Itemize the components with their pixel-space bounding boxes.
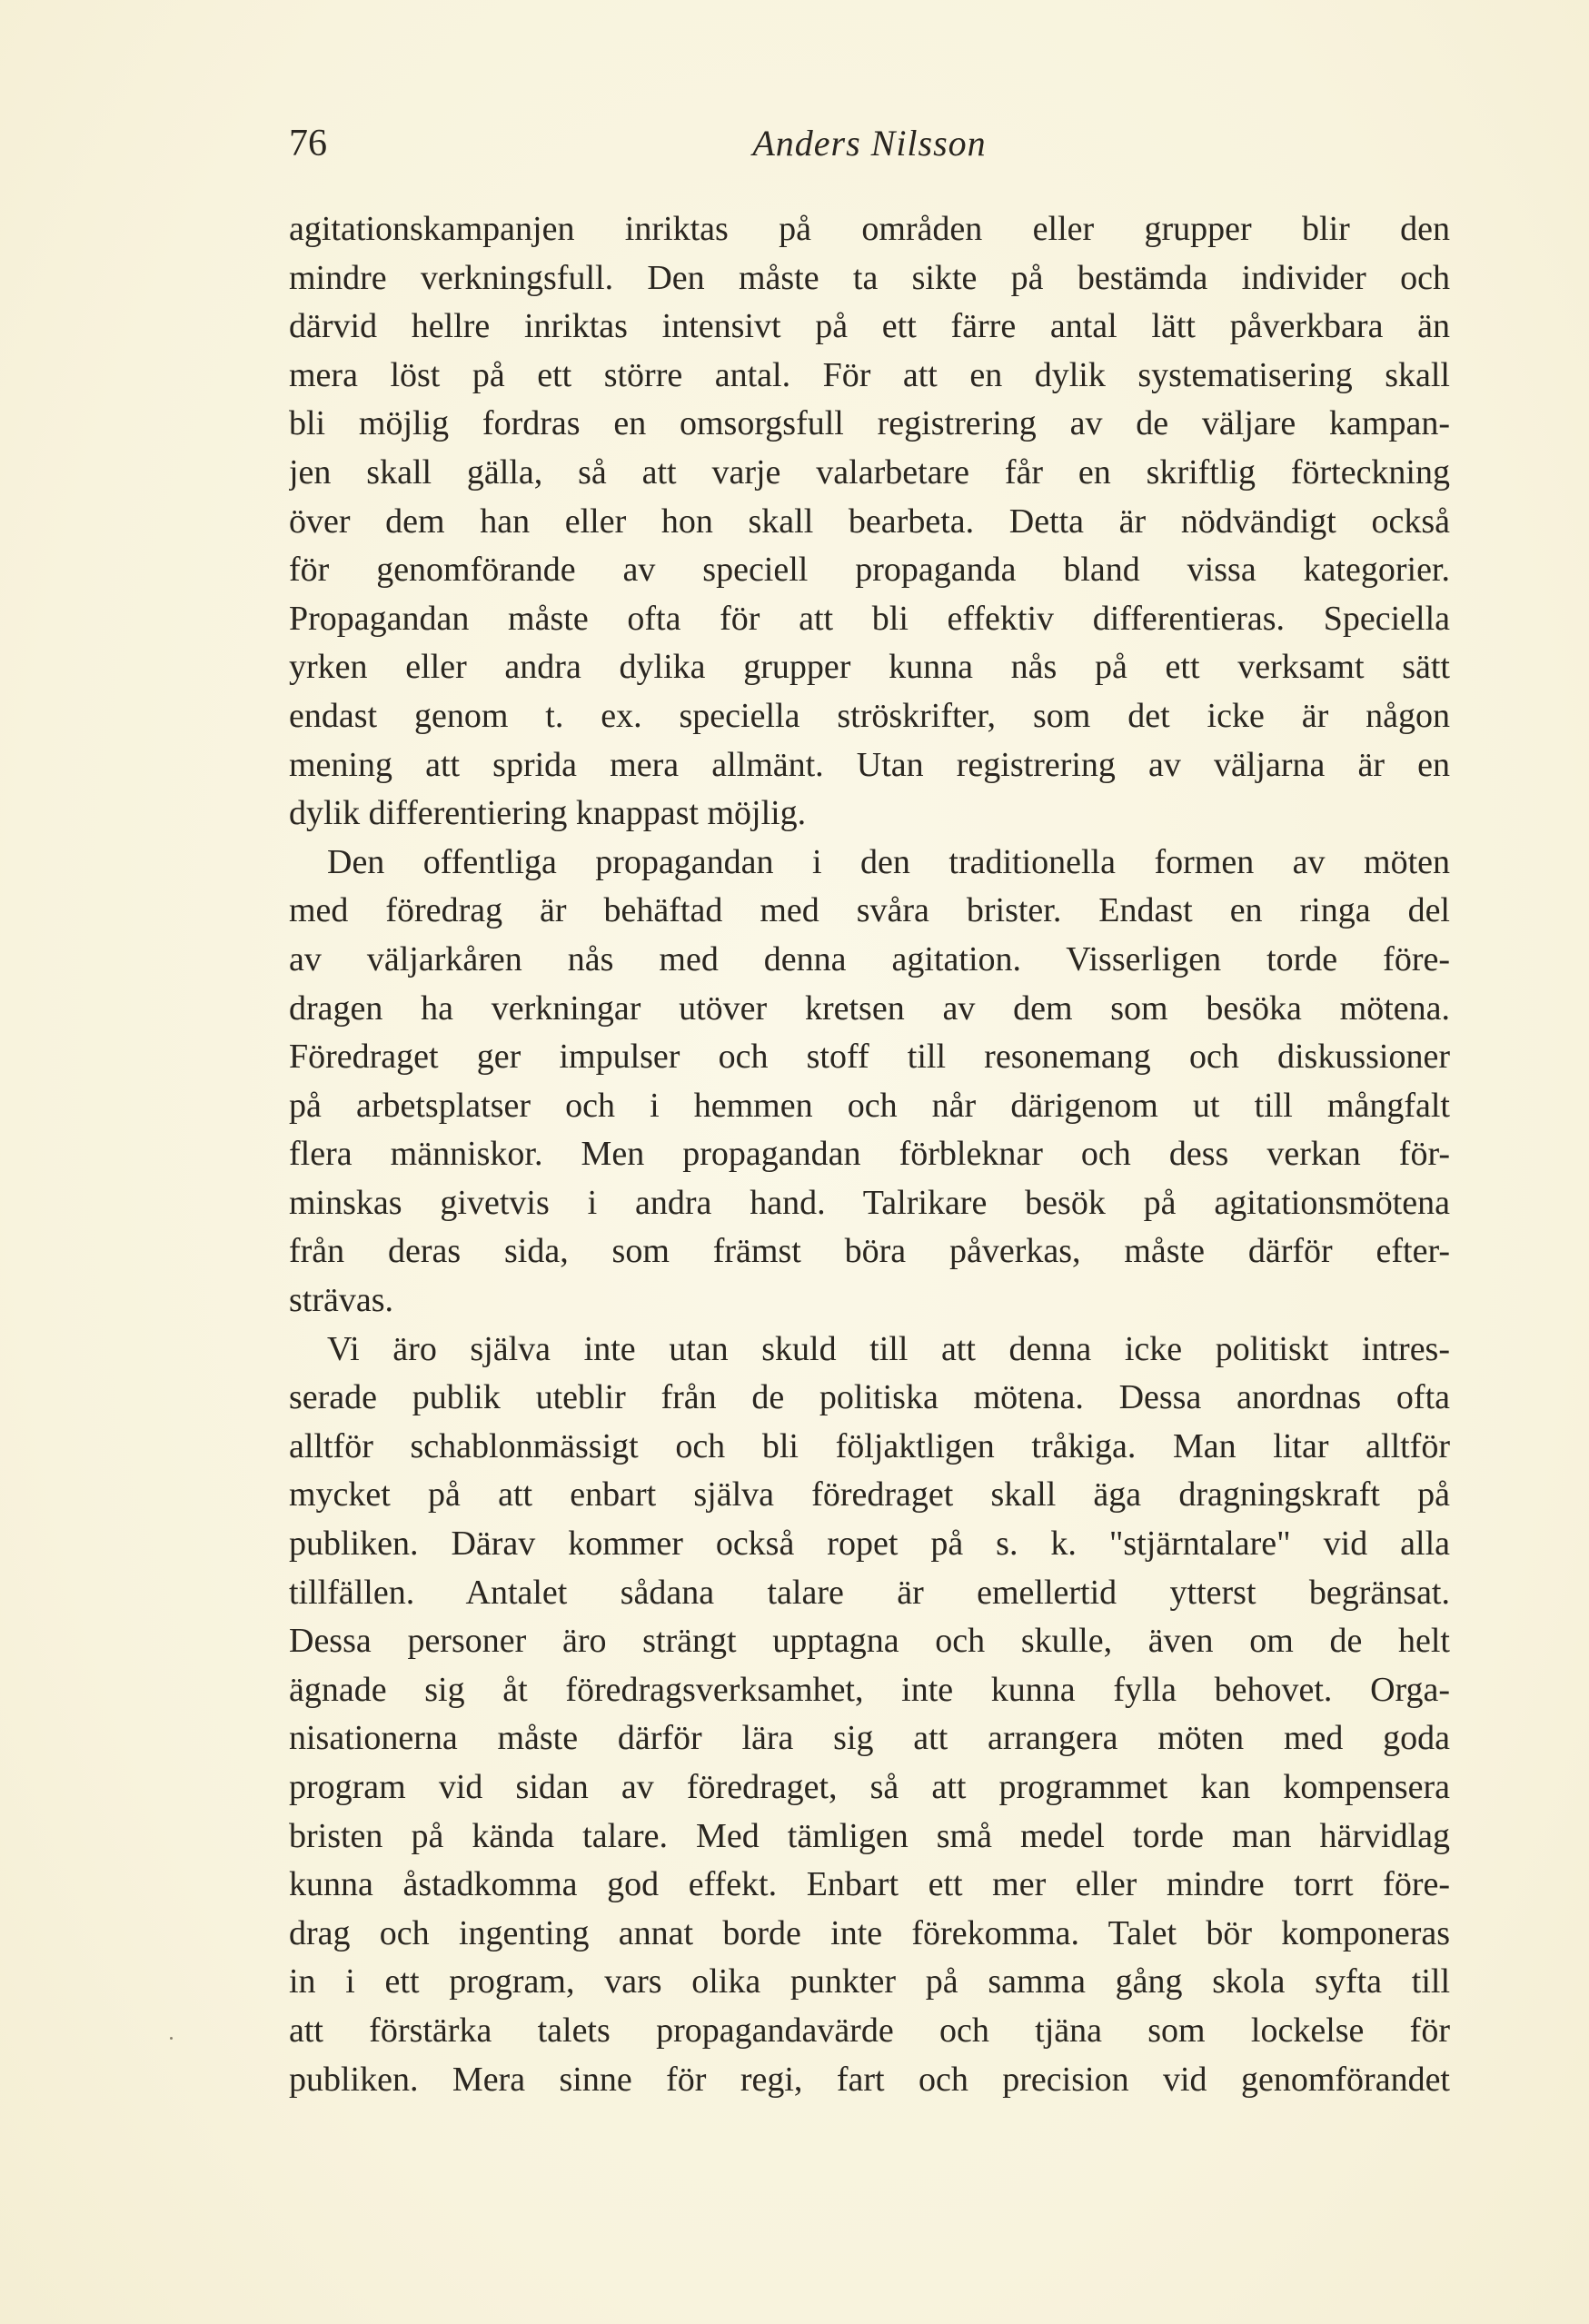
text-line: kunna åstadkomma god effekt. Enbart ett mer eller mindre torrt före- [289,1865,1450,1904]
body-text [289,205,1450,2104]
text-line: mera löst på ett större antal. För att en dylik systematisering skall [289,355,1450,394]
text-line: mycket på att enbart själva föredraget skall äga dragningskraft på [289,1475,1450,1515]
text-line: över dem han eller hon skall bearbeta. Detta är nödvändigt också [289,502,1450,541]
text-line: därvid hellre inriktas intensivt på ett färre antal lätt påverkbara än [289,307,1450,346]
text-line: dylik differentiering knappast möjlig. [289,794,807,833]
text-line: flera människor. Men propagandan förbleknar och dess verkan för- [289,1135,1450,1174]
text-line: mindre verkningsfull. Den måste ta sikte på bestämda individer och [289,258,1450,297]
running-head [289,116,1450,171]
text-line: publiken. Därav kommer också ropet på s. k. "stjärntalare" vid alla [289,1525,1450,1564]
text-line: yrken eller andra dylika grupper kunna nås på ett verksamt sätt [289,648,1450,687]
text-line: drag och ingenting annat borde inte förekomma. Talet bör komponeras [289,1913,1450,1952]
text-line: att förstärka talets propagandavärde och tjäna som lockelse för [289,2011,1450,2050]
text-line: för genomförande av speciell propaganda bland vissa kategorier. [289,551,1450,590]
text-line: från deras sida, som främst böra påverkas, måste därför efter- [289,1232,1450,1271]
print-speck [170,2037,173,2040]
text-line: Vi äro själva inte utan skuld till att denna icke politiskt intres- [327,1329,1450,1368]
text-line: agitationskampanjen inriktas på områden eller grupper blir den [289,210,1450,248]
text-line: tillfällen. Antalet sådana talare är emellertid ytterst begränsat. [289,1573,1450,1612]
text-line: Föredraget ger impulser och stoff till resonemang och diskussioner [289,1038,1450,1077]
text-line: jen skall gälla, så att varje valarbetare får en skriftlig förteckning [289,452,1450,492]
text-line: Propagandan måste ofta för att bli effektiv differentieras. Speciella [289,599,1450,638]
text-line: av väljarkåren nås med denna agitation. Visserligen torde före- [289,939,1450,978]
page-number: 76 [289,123,327,164]
text-line: på arbetsplatser och i hemmen och når därigenom ut till mångfalt [289,1086,1450,1125]
running-title: Anders Nilsson [752,123,987,164]
text-line: publiken. Mera sinne för regi, fart och precision vid genomförandet [289,2060,1450,2099]
text-line: ägnade sig åt föredragsverksamhet, inte kunna fylla behovet. Orga- [289,1670,1450,1709]
text-line: alltför schablonmässigt och bli följaktligen tråkiga. Man litar alltför [289,1426,1450,1465]
text-line: nisationerna måste därför lära sig att arrangera möten med goda [289,1719,1450,1758]
text-line: serade publik uteblir från de politiska mötena. Dessa anordnas ofta [289,1378,1450,1417]
text-line: minskas givetvis i andra hand. Talrikare besök på agitationsmötena [289,1183,1450,1222]
text-line: dragen ha verkningar utöver kretsen av dem som besöka mötena. [289,988,1450,1028]
text-line: bristen på kända talare. Med tämligen små medel torde man härvidlag [289,1816,1450,1855]
text-line: program vid sidan av föredraget, så att programmet kan kompensera [289,1768,1450,1806]
text-line: Den offentliga propagandan i den traditionella formen av möten [327,842,1450,881]
text-line: in i ett program, vars olika punkter på samma gång skola syfta till [289,1962,1450,2001]
text-line: med föredrag är behäftad med svåra brister. Endast en ringa del [289,891,1450,930]
text-line: strävas. [289,1281,394,1320]
text-line: bli möjlig fordras en omsorgsfull registrering av de väljare kampan- [289,404,1450,443]
text-line: Dessa personer äro strängt upptagna och skulle, även om de helt [289,1622,1450,1661]
text-line: mening att sprida mera allmänt. Utan registrering av väljarna är en [289,745,1450,784]
text-line: endast genom t. ex. speciella ströskrifter, som det icke är någon [289,696,1450,735]
